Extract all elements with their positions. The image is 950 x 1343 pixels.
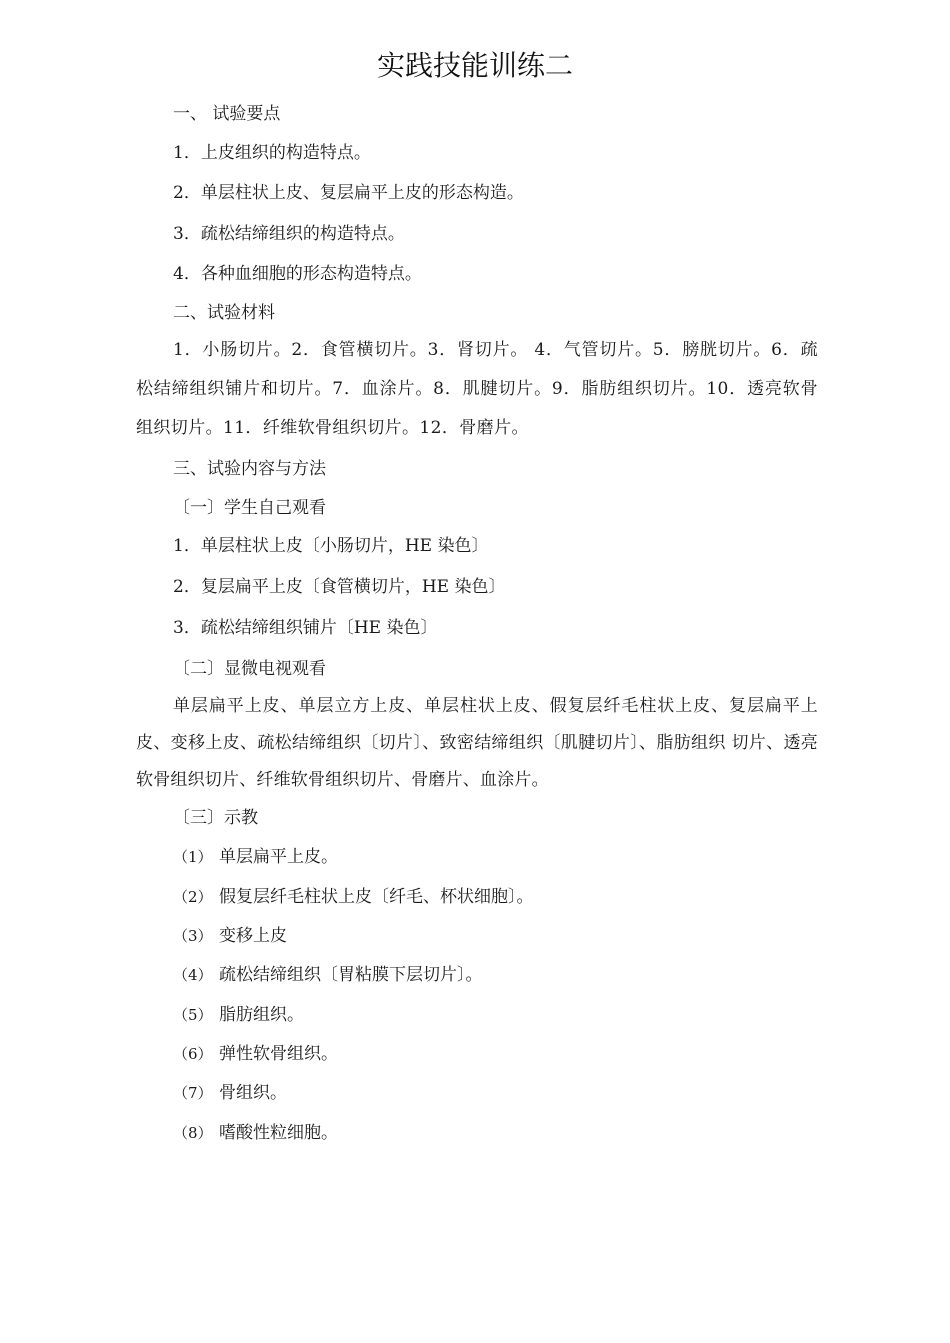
item-number: （5） (173, 1006, 213, 1024)
list-item: 1．上皮组织的构造特点。 (173, 143, 371, 163)
subsection-heading-tv-observe: 〔二〕显微电视观看 (173, 659, 326, 679)
item-text: 骨组织。 (219, 1083, 287, 1103)
item-text: 假复层纤毛柱状上皮〔纤毛、杯状细胞〕。 (219, 887, 534, 907)
list-item (173, 924, 287, 948)
list-item: 3．疏松结缔组织铺片〔HE 染色〕 (173, 618, 438, 638)
page-title: 实践技能训练二 (376, 49, 573, 82)
item-text: 变移上皮 (219, 926, 287, 946)
list-item (173, 1121, 338, 1145)
section-heading-key-points: 一、 试验要点 (173, 104, 281, 124)
list-item: 4．各种血细胞的形态构造特点。 (173, 264, 422, 284)
item-text: 嗜酸性粒细胞。 (219, 1123, 338, 1143)
item-number: （4） (173, 966, 213, 984)
item-number: （8） (173, 1124, 213, 1142)
section-heading-content-methods: 三、试验内容与方法 (173, 459, 326, 479)
section-heading-materials: 二、试验材料 (173, 303, 275, 323)
item-text: 脂肪组织。 (219, 1005, 304, 1025)
item-number: （7） (173, 1084, 213, 1102)
tv-observe-paragraph: 单层扁平上皮、单层立方上皮、单层柱状上皮、假复层纤毛柱状上皮、复层扁平上皮、变移上皮、疏松结缔组织〔切片〕、致密结缔组织〔肌腱切片〕、脂肪组织 切片、透亮软骨组织切片、纤维软骨组织切片、骨磨片、血涂片。 (136, 696, 818, 790)
item-text: 疏松结缔组织〔胃粘膜下层切片〕。 (219, 965, 483, 985)
item-text: 弹性软骨组织。 (219, 1044, 338, 1064)
list-item: 2．单层柱状上皮、复层扁平上皮的形态构造。 (173, 183, 524, 203)
item-number: （1） (173, 848, 213, 866)
list-item: 3．疏松结缔组织的构造特点。 (173, 224, 405, 244)
materials-paragraph: 1．小肠切片。2．食管横切片。3．肾切片。 4．气管切片。5．膀胱切片。6．疏松结缔组织铺片和切片。7．血涂片。8．肌腱切片。9．脂肪组织切片。10．透亮软骨组织切片。11．纤维软骨组织切片。12．骨磨片。 (136, 340, 818, 438)
item-number: （2） (173, 888, 213, 906)
list-item: 1．单层柱状上皮〔小肠切片，HE 染色〕 (173, 536, 489, 556)
list-item: 2．复层扁平上皮〔食管横切片，HE 染色〕 (173, 577, 506, 597)
list-item (173, 1042, 338, 1066)
item-number: （3） (173, 927, 213, 945)
item-number: （6） (173, 1045, 213, 1063)
list-item (173, 963, 483, 987)
list-item (173, 1081, 287, 1105)
subsection-heading-demonstration: 〔三〕示教 (173, 808, 258, 828)
list-item (173, 885, 534, 909)
list-item (173, 845, 338, 869)
list-item (173, 1003, 304, 1027)
item-text: 单层扁平上皮。 (219, 847, 338, 867)
subsection-heading-self-observe: 〔一〕学生自己观看 (173, 498, 326, 518)
